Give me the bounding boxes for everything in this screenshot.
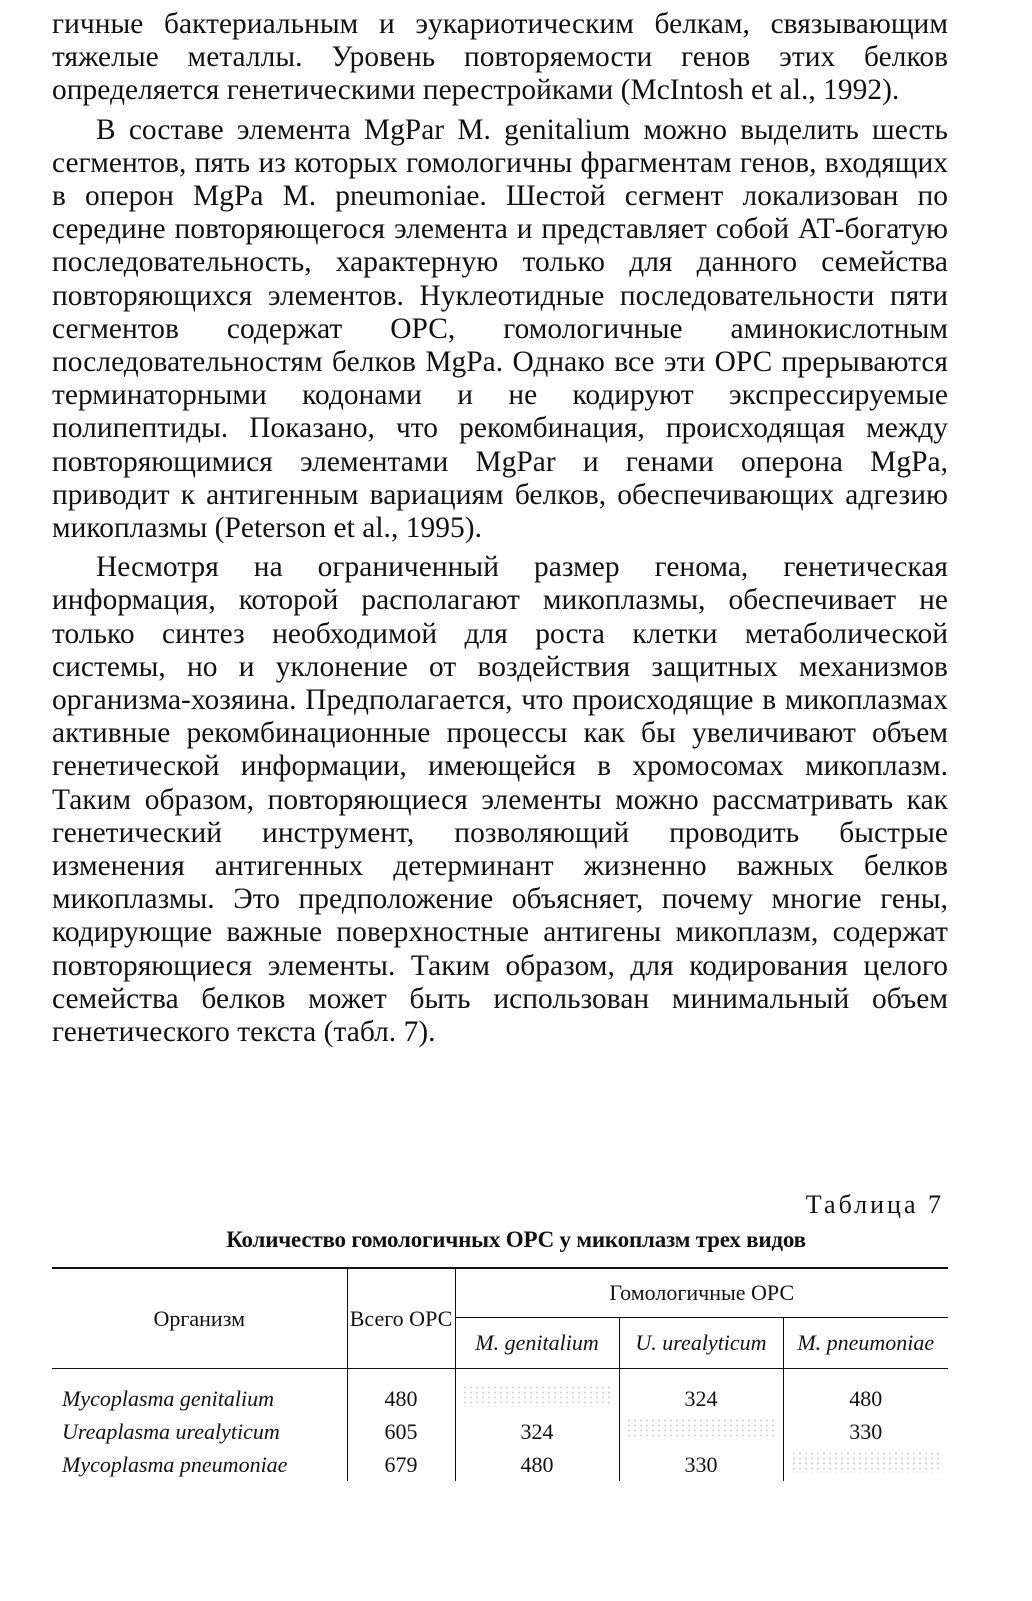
scan-noise	[791, 1451, 941, 1473]
header-total: Всего ОРС	[347, 1268, 455, 1369]
body-text	[52, 8, 948, 1049]
table-row	[52, 1369, 948, 1416]
table-row	[52, 1448, 948, 1481]
table-caption: Таблица 7	[805, 1190, 944, 1219]
paragraph-3: Несмотря на ограниченный размер генома, генетическая информация, которой располагают микоплазмы, обеспечивает не только синтез необходимой для роста клетки метаболической системы, но и уклонение от воздействия защитных механизмов организма-хозяина. Предполагается, что происходящие в микоплазмах активные рекомбинационные процессы как бы увеличивают объем генетической информации, имеющейся в хромосомах микоплазм. Таким образом, повторяющиеся элементы можно рассматривать как генетический инструмент, позволяющий проводить быстрые изменения антигенных детерминант жизненно важных белков микоплазмы. Это предположение объясняет, почему многие гены, кодирующие важные поверхностные антигены микоплазм, содержат повторяющиеся элементы. Таким образом, для кодирования целого семейства белков может быть использован минимальный объем генетического текста (табл. 7).	[52, 551, 948, 1049]
header-u-urealyticum: U. urealyticum	[619, 1318, 783, 1369]
diagonal-cell	[455, 1369, 619, 1416]
homology-table	[52, 1267, 948, 1481]
row-c1: 324	[455, 1415, 619, 1448]
diagonal-cell	[619, 1415, 783, 1448]
row-total: 605	[347, 1415, 455, 1448]
header-m-genitalium: M. genitalium	[455, 1318, 619, 1369]
header-m-pneumoniae: M. pneumoniae	[783, 1318, 948, 1369]
header-organism: Организм	[52, 1268, 347, 1369]
paragraph-1: гичные бактериальным и эукариотическим белкам, связывающим тяжелые металлы. Уровень повторяемости генов этих белков определяется генетическими перестройками (McIntosh et al., 1992).	[52, 8, 948, 107]
row-c3: 330	[783, 1415, 948, 1448]
row-organism: Ureaplasma urealyticum	[62, 1418, 280, 1444]
paragraph-2: В составе элемента MgPar M. genitalium можно выделить шесть сегментов, пять из которых гомологичны фрагментам генов, входящих в оперон MgPa M. pneumoniae. Шестой сегмент локализован по середине повторяющегося элемента и представляет собой АТ-богатую последовательность, характерную только для данного семейства повторяющихся элементов. Нуклеотидные последовательности пяти сегментов содержат ОРС, гомологичные аминокислотным последовательностям белков MgPa. Однако все эти ОРС прерываются терминаторными кодонами и не кодируют экспрессируемые полипептиды. Показано, что рекомбинация, происходящая между повторяющимися элементами MgPar и генами оперона MgPa, приводит к антигенным вариациям белков, обеспечивающих адгезию микоплазмы (Peterson et al., 1995).	[52, 113, 948, 545]
row-total: 679	[347, 1448, 455, 1481]
row-c1: 480	[455, 1448, 619, 1481]
row-c2: 324	[619, 1369, 783, 1416]
row-c2: 330	[619, 1448, 783, 1481]
row-organism: Mycoplasma pneumoniae	[62, 1451, 288, 1477]
header-homologous-group: Гомологичные ОРС	[455, 1268, 948, 1318]
row-organism: Mycoplasma genitalium	[62, 1385, 275, 1411]
row-c3: 480	[783, 1369, 948, 1416]
diagonal-cell	[783, 1448, 948, 1481]
table-row	[52, 1415, 948, 1448]
scan-noise	[626, 1418, 776, 1440]
row-total: 480	[347, 1369, 455, 1416]
scan-noise	[462, 1385, 612, 1407]
table-title: Количество гомологичных ОРС у микоплазм трех видов	[226, 1227, 806, 1252]
